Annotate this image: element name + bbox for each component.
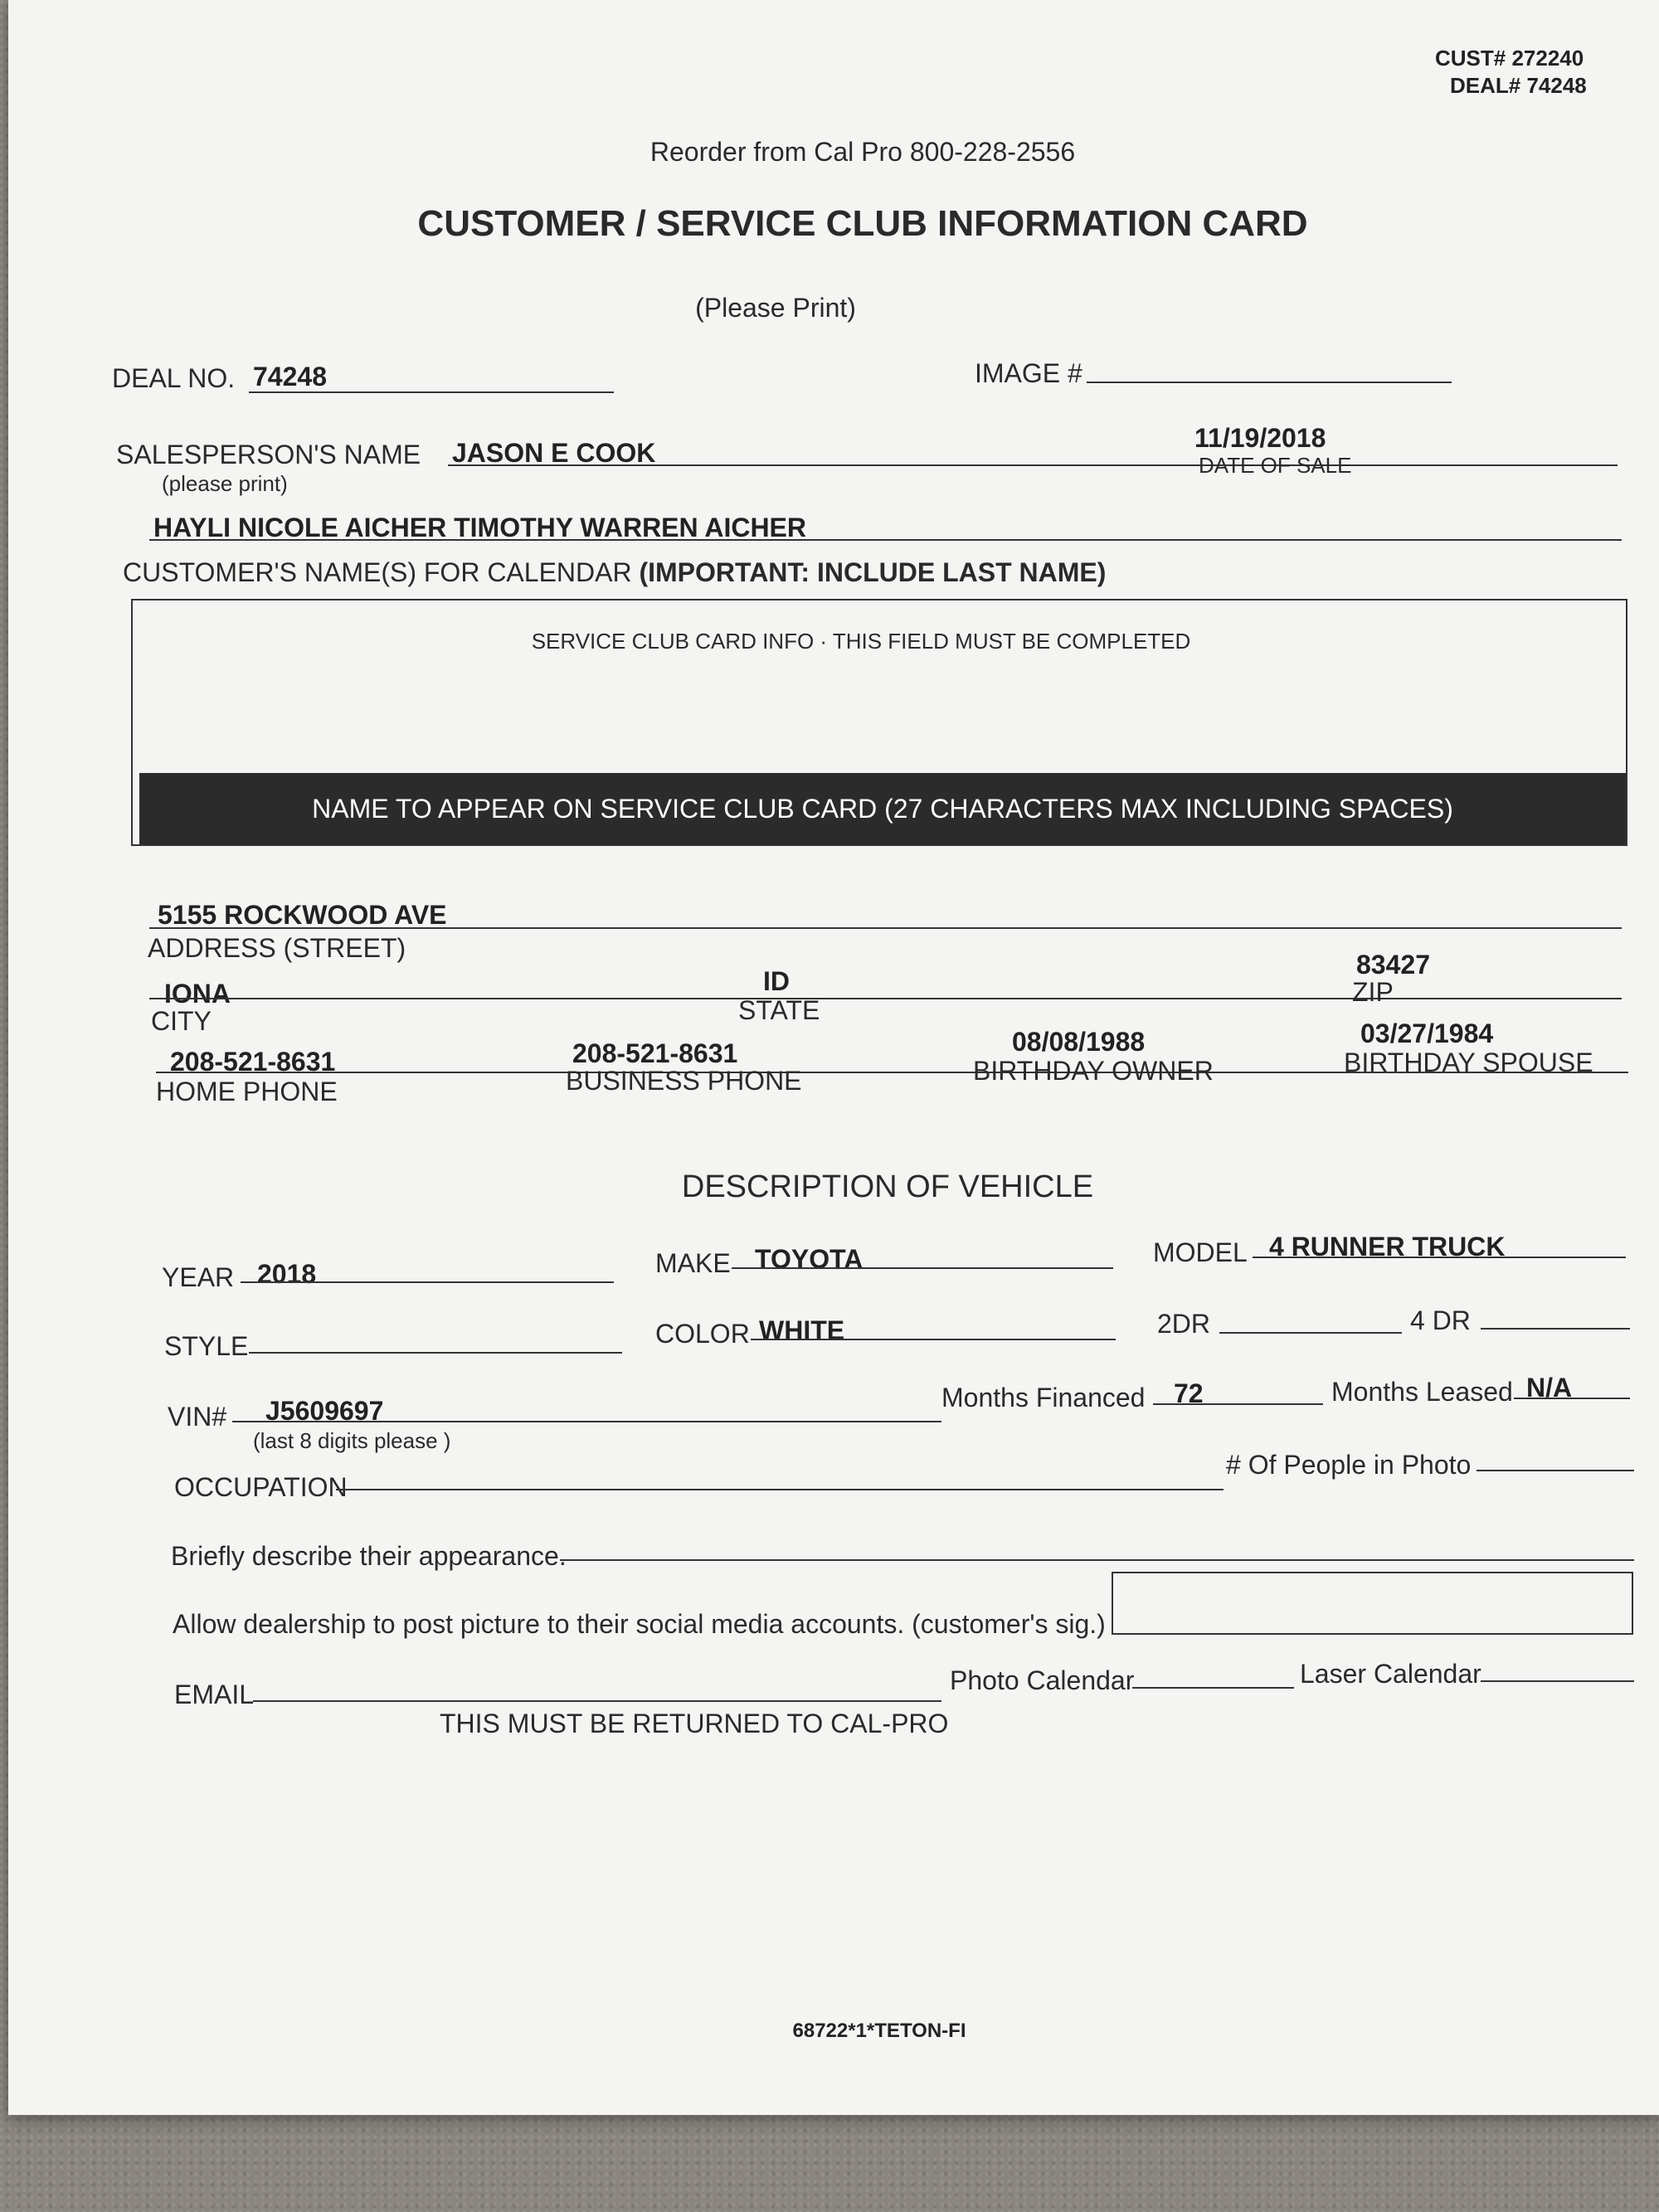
color-label: COLOR: [655, 1319, 750, 1349]
customer-names-important: (IMPORTANT: INCLUDE LAST NAME): [639, 557, 1107, 587]
four-door-line[interactable]: [1481, 1328, 1630, 1330]
date-of-sale-value[interactable]: 11/19/2018: [1194, 423, 1326, 453]
city-state-zip-line: [149, 998, 1622, 999]
vin-line: [232, 1421, 941, 1422]
model-value[interactable]: 4 RUNNER TRUCK: [1269, 1232, 1506, 1262]
people-in-photo-label: # Of People in Photo: [1226, 1450, 1472, 1480]
style-label: STYLE: [164, 1331, 249, 1361]
photo-calendar-line[interactable]: [1132, 1687, 1294, 1689]
customer-names-label: CUSTOMER'S NAME(S) FOR CALENDAR (IMPORTANT: INCLUDE LAST NAME): [123, 557, 1107, 587]
salesperson-sublabel: (please print): [162, 471, 288, 496]
laser-calendar-label: Laser Calendar: [1300, 1659, 1481, 1689]
two-door-label: 2DR: [1157, 1309, 1211, 1339]
salesperson-label: SALESPERSON'S NAME: [116, 440, 421, 469]
make-line: [732, 1267, 1113, 1269]
occupation-label: OCCUPATION: [174, 1472, 348, 1502]
salesperson-value[interactable]: JASON E COOK: [452, 438, 656, 468]
months-leased-value[interactable]: N/A: [1526, 1373, 1573, 1403]
deal-no-line: [249, 391, 614, 393]
model-label: MODEL: [1153, 1237, 1248, 1267]
photo-calendar-label: Photo Calendar: [950, 1665, 1135, 1695]
color-line: [751, 1339, 1116, 1340]
salesperson-line: [448, 464, 1618, 466]
year-line: [241, 1281, 614, 1283]
people-in-photo-line[interactable]: [1477, 1470, 1634, 1471]
months-financed-label: Months Financed: [941, 1383, 1146, 1412]
model-line: [1253, 1257, 1626, 1258]
service-club-box-title: SERVICE CLUB CARD INFO · THIS FIELD MUST BE COMPLETED: [531, 629, 1191, 654]
return-note: THIS MUST BE RETURNED TO CAL-PRO: [440, 1709, 949, 1738]
year-value[interactable]: 2018: [257, 1259, 317, 1289]
style-line[interactable]: [249, 1352, 622, 1354]
make-value[interactable]: TOYOTA: [755, 1244, 864, 1274]
form-title: CUSTOMER / SERVICE CLUB INFORMATION CARD: [417, 203, 1308, 244]
deal-number-header: DEAL# 74248: [1450, 73, 1587, 98]
social-media-label: Allow dealership to post picture to their social media accounts. (customer's sig.): [173, 1609, 1106, 1639]
zip-value[interactable]: 83427: [1356, 950, 1430, 980]
email-line[interactable]: [253, 1700, 941, 1702]
months-financed-line: [1153, 1403, 1323, 1405]
customer-signature-box[interactable]: [1112, 1572, 1633, 1635]
year-label: YEAR: [162, 1262, 235, 1292]
months-leased-line: [1514, 1398, 1630, 1399]
occupation-line[interactable]: [336, 1489, 1224, 1490]
vehicle-heading: DESCRIPTION OF VEHICLE: [681, 1169, 1094, 1204]
business-phone-value[interactable]: 208-521-8631: [572, 1038, 738, 1068]
home-phone-value[interactable]: 208-521-8631: [170, 1047, 336, 1077]
customer-names-line: [149, 539, 1622, 541]
cust-number: CUST# 272240: [1435, 46, 1584, 70]
home-phone-label: HOME PHONE: [156, 1077, 338, 1106]
four-door-label: 4 DR: [1410, 1305, 1471, 1335]
make-label: MAKE: [655, 1248, 731, 1278]
color-value[interactable]: WHITE: [759, 1315, 845, 1345]
footer-code: 68722*1*TETON-FI: [792, 2020, 966, 2042]
deal-no-label: DEAL NO.: [112, 363, 236, 393]
birthday-owner-value[interactable]: 08/08/1988: [1012, 1027, 1146, 1057]
birthday-spouse-value[interactable]: 03/27/1984: [1360, 1018, 1494, 1048]
months-leased-label: Months Leased: [1331, 1377, 1513, 1407]
reorder-note: Reorder from Cal Pro 800-228-2556: [649, 137, 1076, 167]
state-value[interactable]: ID: [763, 966, 790, 996]
city-value[interactable]: IONA: [164, 979, 231, 1009]
state-label: STATE: [738, 995, 820, 1025]
business-phone-label: BUSINESS PHONE: [566, 1066, 802, 1096]
deal-no-value[interactable]: 74248: [253, 362, 327, 391]
city-label: CITY: [151, 1006, 212, 1036]
email-label: EMAIL: [174, 1680, 255, 1709]
vin-value[interactable]: J5609697: [265, 1396, 384, 1426]
service-club-name-bar: NAME TO APPEAR ON SERVICE CLUB CARD (27 CHARACTERS MAX INCLUDING SPACES): [139, 773, 1626, 844]
laser-calendar-line[interactable]: [1481, 1680, 1634, 1682]
zip-label: ZIP: [1352, 977, 1394, 1007]
two-door-line[interactable]: [1219, 1332, 1402, 1334]
street-line: [149, 927, 1622, 929]
customer-names-value[interactable]: HAYLI NICOLE AICHER TIMOTHY WARREN AICHER: [153, 513, 806, 542]
image-label: IMAGE #: [975, 358, 1082, 388]
date-of-sale-label: DATE OF SALE: [1199, 453, 1352, 478]
appearance-label: Briefly describe their appearance.: [171, 1541, 567, 1571]
vin-note: (last 8 digits please ): [253, 1428, 451, 1453]
form-sheet: [8, 0, 1659, 2115]
appearance-line[interactable]: [560, 1559, 1634, 1561]
vin-label: VIN#: [168, 1402, 227, 1432]
street-label: ADDRESS (STREET): [148, 933, 406, 963]
please-print-note: (Please Print): [695, 293, 856, 323]
birthday-owner-label: BIRTHDAY OWNER: [973, 1056, 1214, 1086]
image-line[interactable]: [1087, 382, 1452, 383]
months-financed-value[interactable]: 72: [1174, 1378, 1204, 1408]
street-value[interactable]: 5155 ROCKWOOD AVE: [158, 900, 447, 930]
birthday-spouse-label: BIRTHDAY SPOUSE: [1344, 1048, 1593, 1077]
